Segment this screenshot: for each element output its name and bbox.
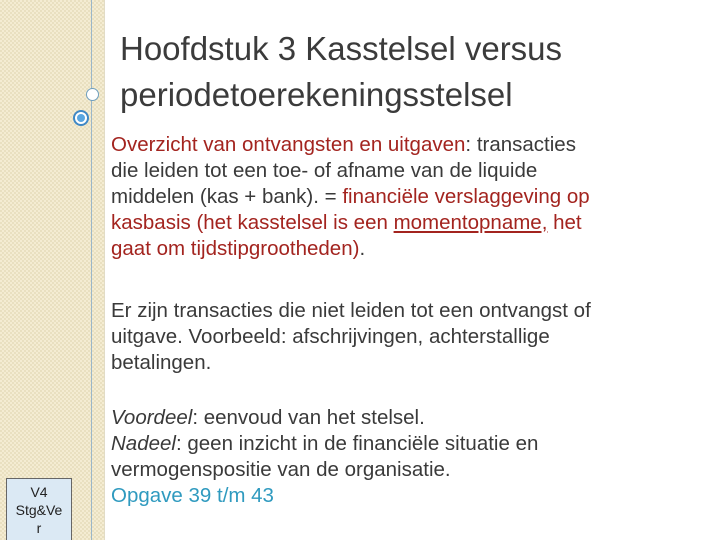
p2-line-2: uitgave. Voorbeeld: afschrijvingen, achterstallige bbox=[111, 325, 550, 348]
band-edge bbox=[104, 0, 105, 540]
p3-line-1 bbox=[111, 405, 711, 431]
paragraph-pros-cons bbox=[111, 405, 711, 509]
p1-line-1-rest: : transacties bbox=[465, 133, 576, 156]
advantage-text: : eenvoud van het stelsel. bbox=[192, 406, 425, 429]
p1-line-4 bbox=[111, 210, 711, 236]
p2-line-1: Er zijn transacties die niet leiden tot een ontvangst of bbox=[111, 299, 591, 322]
side-decor-band bbox=[0, 0, 104, 540]
paragraph-cash-basis bbox=[111, 132, 711, 262]
title-line-2: periodetoerekeningsstelsel bbox=[120, 76, 513, 113]
p3-line-2 bbox=[111, 431, 711, 457]
footer-line-3: r bbox=[36, 520, 42, 536]
disadvantage-text: : geen inzicht in de financiële situatie en bbox=[175, 432, 539, 455]
p1-line-3-start: middelen (kas + bank). = bbox=[111, 185, 343, 208]
p1-line-3 bbox=[111, 184, 711, 210]
p1-line-5-red: gaat om tijdstipgrootheden) bbox=[111, 237, 360, 260]
title-line-1: Hoofdstuk 3 Kasstelsel versus bbox=[120, 30, 563, 67]
p1-underlined-term: momentopname, bbox=[393, 211, 548, 234]
p1-line-3-red: financiële verslaggeving op bbox=[342, 185, 590, 208]
p1-line-4-red-b: het bbox=[547, 211, 582, 234]
decor-circle-large bbox=[86, 88, 99, 101]
p1-line-1 bbox=[111, 132, 711, 158]
disadvantage-label: Nadeel bbox=[111, 432, 176, 455]
p1-line-5 bbox=[111, 236, 711, 262]
slide-title bbox=[120, 26, 710, 118]
p1-highlight-term: Overzicht van ontvangsten en uitgaven bbox=[111, 133, 466, 156]
advantage-label: Voordeel bbox=[111, 406, 193, 429]
paragraph-transactions bbox=[111, 298, 711, 376]
decor-circle-small bbox=[73, 110, 89, 126]
footer-tag bbox=[6, 478, 72, 540]
p1-line-4-red-a: kasbasis (het kasstelsel is een bbox=[111, 211, 394, 234]
footer-line-1: V4 bbox=[30, 484, 48, 500]
p2-line-3: betalingen. bbox=[111, 351, 212, 374]
footer-line-2: Stg&Ve bbox=[15, 502, 63, 518]
p1-line-2: die leiden tot een toe- of afname van de liquide bbox=[111, 159, 538, 182]
p1-line-5-end: . bbox=[359, 237, 366, 260]
p3-line-3: vermogenspositie van de organisatie. bbox=[111, 458, 451, 481]
exercise-reference: Opgave 39 t/m 43 bbox=[111, 484, 274, 507]
vertical-rule bbox=[91, 0, 92, 540]
